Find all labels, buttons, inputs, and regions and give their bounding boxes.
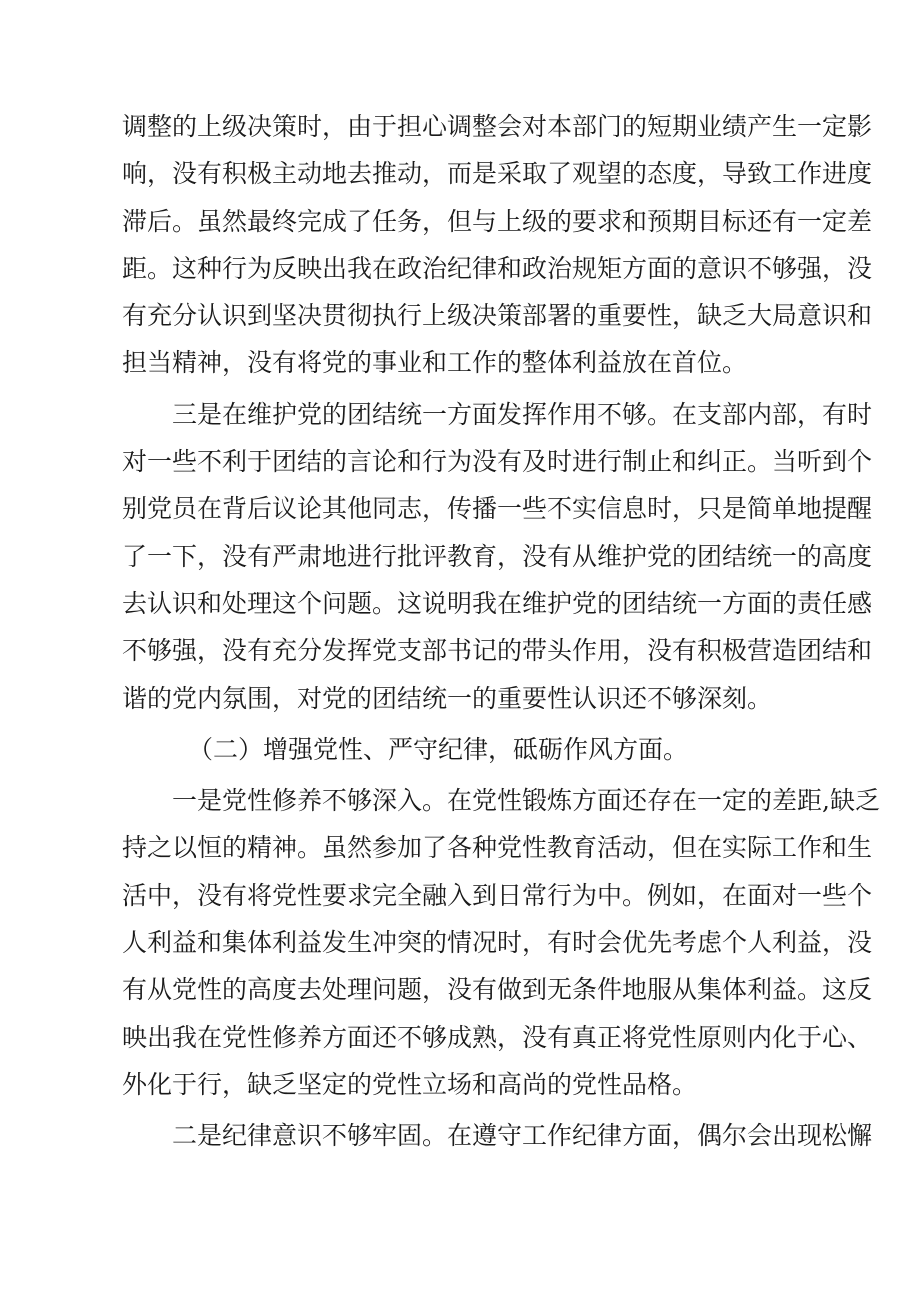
document-body — [122, 103, 880, 1160]
text-line: 映出我在党性修养方面还不够成熟，没有真正将党性原则内化于心、 — [122, 1022, 873, 1052]
text-line: 调整的上级决策时，由于担心调整会对本部门的短期业绩产生一定影 — [122, 112, 873, 141]
text-line: 一是党性修养不够深入。在党性锻炼方面还存在一定的差距,缺乏 — [172, 786, 880, 816]
paragraph — [122, 391, 873, 722]
section-heading — [122, 726, 802, 773]
text-line: 了一下，没有严肃地进行批评教育，没有从维护党的团结统一的高度 — [122, 541, 873, 571]
paragraph — [122, 1112, 873, 1159]
paragraph — [122, 777, 880, 1108]
text-line: 滞后。虽然最终完成了任务，但与上级的要求和预期目标还有一定差 — [122, 206, 873, 236]
text-line: 三是在维护党的团结统一方面发挥作用不够。在支部内部，有时 — [172, 399, 873, 429]
text-line: 有从党性的高度去处理问题，没有做到无条件地服从集体利益。这反 — [122, 975, 873, 1005]
text-line: 活中，没有将党性要求完全融入到日常行为中。例如，在面对一些个 — [122, 880, 873, 910]
text-line: 对一些不利于团结的言论和行为没有及时进行制止和纠正。当听到个 — [122, 447, 873, 477]
text-line: 谐的党内氛围，对党的团结统一的重要性认识还不够深刻。 — [122, 683, 773, 713]
text-line: 二是纪律意识不够牢固。在遵守工作纪律方面，偶尔会出现松懈 — [172, 1121, 873, 1151]
text-line: 持之以恒的精神。虽然参加了各种党性教育活动，但在实际工作和生 — [122, 833, 873, 863]
paragraph — [122, 103, 873, 387]
text-line: 人利益和集体利益发生冲突的情况时，有时会优先考虑个人利益，没 — [122, 928, 873, 958]
text-line: 担当精神，没有将党的事业和工作的整体利益放在首位。 — [122, 348, 748, 378]
text-line: 响，没有积极主动地去推动，而是采取了观望的态度，导致工作进度 — [122, 159, 873, 189]
text-line: 不够强，没有充分发挥党支部书记的带头作用，没有积极营造团结和 — [122, 636, 873, 666]
text-line: 外化于行，缺乏坚定的党性立场和高尚的党性品格。 — [122, 1069, 698, 1099]
heading-text: （二）增强党性、严守纪律，砥砺作风方面。 — [188, 734, 689, 764]
text-line: 去认识和处理这个问题。这说明我在维护党的团结统一方面的责任感 — [122, 588, 873, 618]
text-line: 距。这种行为反映出我在政治纪律和政治规矩方面的意识不够强，没 — [122, 253, 873, 283]
text-line: 别党员在背后议论其他同志，传播一些不实信息时，只是简单地提醒 — [122, 494, 873, 524]
text-line: 有充分认识到坚决贯彻执行上级决策部署的重要性，缺乏大局意识和 — [122, 301, 873, 331]
